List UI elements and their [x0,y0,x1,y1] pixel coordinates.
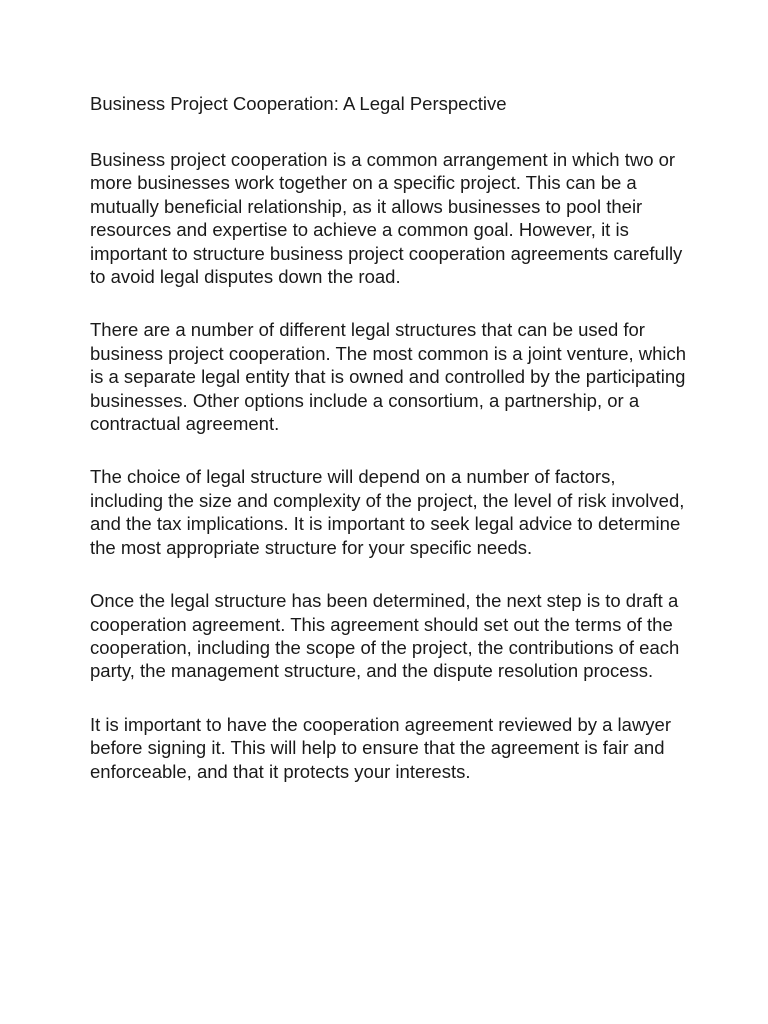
paragraph-3: The choice of legal structure will depend on a number of factors, including the size and complexity of the project, the level of risk involved, and the tax implications. It is important to seek legal advice to determine the most appropriate structure for your specific needs. [90,466,685,558]
document-page [90,92,690,813]
paragraph-4: Once the legal structure has been determined, the next step is to draft a cooperation agreement. This agreement should set out the terms of the cooperation, including the scope of the project, the contributions of each party, the management structure, and the dispute resolution process. [90,590,680,682]
paragraph-2: There are a number of different legal structures that can be used for business project cooperation. The most common is a joint venture, which is a separate legal entity that is owned and controlled by the participating businesses. Other options include a consortium, a partnership, or a contractual agreement. [90,319,687,435]
paragraph-1: Business project cooperation is a common arrangement in which two or more businesses work together on a specific project. This can be a mutually beneficial relationship, as it allows businesses to pool their resources and expertise to achieve a common goal. However, it is important to structure business project cooperation agreements carefully to avoid legal disputes down the road. [90,149,683,288]
document-title: Business Project Cooperation: A Legal Perspective [90,93,507,114]
paragraph-5: It is important to have the cooperation agreement reviewed by a lawyer before signing it. This will help to ensure that the agreement is fair and enforceable, and that it protects your interests. [90,713,672,782]
